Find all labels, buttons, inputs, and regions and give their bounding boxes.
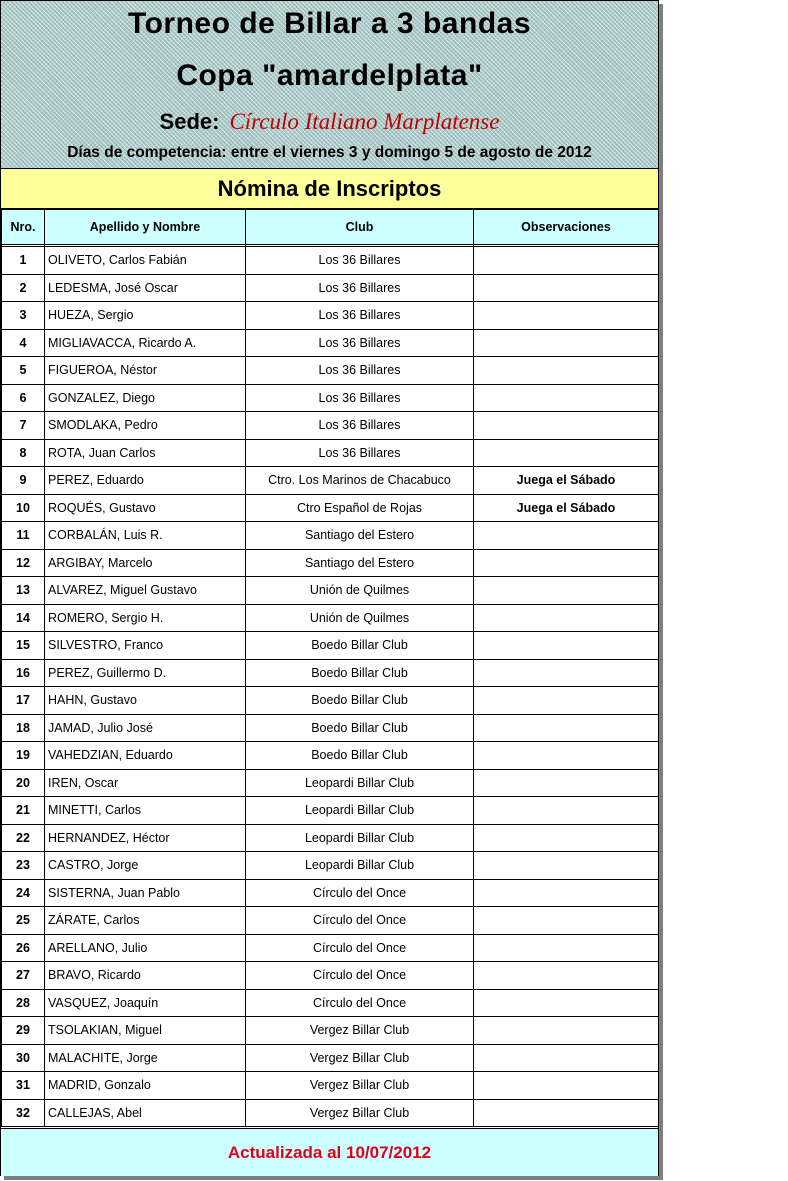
row-name: HUEZA, Sergio bbox=[45, 302, 246, 330]
list-title: Nómina de Inscriptos bbox=[1, 169, 658, 209]
row-club: Círculo del Once bbox=[246, 879, 474, 907]
table-row bbox=[2, 357, 659, 385]
row-name: SILVESTRO, Franco bbox=[45, 632, 246, 660]
row-observations bbox=[474, 247, 659, 275]
row-observations bbox=[474, 852, 659, 880]
row-name: ALVAREZ, Miguel Gustavo bbox=[45, 577, 246, 605]
table-row bbox=[2, 412, 659, 440]
row-observations bbox=[474, 879, 659, 907]
row-number: 9 bbox=[2, 467, 45, 495]
table-row bbox=[2, 824, 659, 852]
row-observations bbox=[474, 714, 659, 742]
row-observations bbox=[474, 632, 659, 660]
row-club: Los 36 Billares bbox=[246, 439, 474, 467]
row-number: 18 bbox=[2, 714, 45, 742]
row-observations bbox=[474, 989, 659, 1017]
row-name: ROMERO, Sergio H. bbox=[45, 604, 246, 632]
row-observations bbox=[474, 384, 659, 412]
row-club: Los 36 Billares bbox=[246, 247, 474, 275]
row-club: Unión de Quilmes bbox=[246, 577, 474, 605]
row-number: 4 bbox=[2, 329, 45, 357]
row-number: 20 bbox=[2, 769, 45, 797]
row-club: Boedo Billar Club bbox=[246, 714, 474, 742]
table-row bbox=[2, 1072, 659, 1100]
venue-label: Sede: bbox=[159, 109, 220, 134]
row-name: MINETTI, Carlos bbox=[45, 797, 246, 825]
table-row bbox=[2, 522, 659, 550]
row-number: 8 bbox=[2, 439, 45, 467]
column-header-observations: Observaciones bbox=[474, 210, 659, 245]
row-number: 13 bbox=[2, 577, 45, 605]
row-club: Unión de Quilmes bbox=[246, 604, 474, 632]
row-observations bbox=[474, 329, 659, 357]
row-number: 19 bbox=[2, 742, 45, 770]
row-observations: Juega el Sábado bbox=[474, 494, 659, 522]
table-row bbox=[2, 494, 659, 522]
row-number: 16 bbox=[2, 659, 45, 687]
table-row bbox=[2, 384, 659, 412]
row-name: VAHEDZIAN, Eduardo bbox=[45, 742, 246, 770]
cup-title: Copa "amardelplata" bbox=[176, 59, 483, 92]
row-number: 7 bbox=[2, 412, 45, 440]
row-club: Los 36 Billares bbox=[246, 329, 474, 357]
row-observations bbox=[474, 907, 659, 935]
row-number: 10 bbox=[2, 494, 45, 522]
row-number: 17 bbox=[2, 687, 45, 715]
table-row bbox=[2, 632, 659, 660]
row-name: LEDESMA, José Oscar bbox=[45, 274, 246, 302]
table-row bbox=[2, 604, 659, 632]
row-club: Círculo del Once bbox=[246, 962, 474, 990]
row-observations bbox=[474, 934, 659, 962]
table-row bbox=[2, 247, 659, 275]
row-name: ARELLANO, Julio bbox=[45, 934, 246, 962]
row-number: 6 bbox=[2, 384, 45, 412]
row-name: SMODLAKA, Pedro bbox=[45, 412, 246, 440]
last-updated: Actualizada al 10/07/2012 bbox=[1, 1128, 658, 1176]
table-row bbox=[2, 329, 659, 357]
venue-line bbox=[1, 109, 658, 135]
row-observations bbox=[474, 687, 659, 715]
table-row bbox=[2, 879, 659, 907]
row-number: 22 bbox=[2, 824, 45, 852]
row-number: 11 bbox=[2, 522, 45, 550]
column-header-club: Club bbox=[246, 210, 474, 245]
row-number: 29 bbox=[2, 1017, 45, 1045]
row-observations bbox=[474, 604, 659, 632]
row-name: GONZALEZ, Diego bbox=[45, 384, 246, 412]
row-observations bbox=[474, 357, 659, 385]
row-club: Santiago del Estero bbox=[246, 522, 474, 550]
row-club: Los 36 Billares bbox=[246, 302, 474, 330]
row-name: VASQUEZ, Joaquín bbox=[45, 989, 246, 1017]
table-row bbox=[2, 962, 659, 990]
row-observations bbox=[474, 659, 659, 687]
row-club: Ctro Español de Rojas bbox=[246, 494, 474, 522]
row-observations bbox=[474, 824, 659, 852]
row-name: HERNANDEZ, Héctor bbox=[45, 824, 246, 852]
row-club: Círculo del Once bbox=[246, 989, 474, 1017]
column-header-name: Apellido y Nombre bbox=[45, 210, 246, 245]
row-observations bbox=[474, 302, 659, 330]
row-name: MADRID, Gonzalo bbox=[45, 1072, 246, 1100]
table-row bbox=[2, 549, 659, 577]
row-observations bbox=[474, 1044, 659, 1072]
row-name: TSOLAKIAN, Miguel bbox=[45, 1017, 246, 1045]
row-number: 21 bbox=[2, 797, 45, 825]
row-club: Boedo Billar Club bbox=[246, 659, 474, 687]
row-observations: Juega el Sábado bbox=[474, 467, 659, 495]
table-row bbox=[2, 1099, 659, 1127]
row-club: Círculo del Once bbox=[246, 934, 474, 962]
row-number: 15 bbox=[2, 632, 45, 660]
row-observations bbox=[474, 797, 659, 825]
row-club: Los 36 Billares bbox=[246, 274, 474, 302]
table-row bbox=[2, 852, 659, 880]
row-number: 28 bbox=[2, 989, 45, 1017]
tournament-title: Torneo de Billar a 3 bandas bbox=[127, 7, 532, 40]
row-name: ARGIBAY, Marcelo bbox=[45, 549, 246, 577]
row-name: SISTERNA, Juan Pablo bbox=[45, 879, 246, 907]
row-name: HAHN, Gustavo bbox=[45, 687, 246, 715]
row-number: 14 bbox=[2, 604, 45, 632]
row-club: Ctro. Los Marinos de Chacabuco bbox=[246, 467, 474, 495]
row-observations bbox=[474, 439, 659, 467]
row-observations bbox=[474, 1017, 659, 1045]
row-club: Leopardi Billar Club bbox=[246, 769, 474, 797]
row-observations bbox=[474, 769, 659, 797]
tournament-header bbox=[1, 1, 658, 169]
registrants-table bbox=[1, 209, 659, 1127]
row-name: MALACHITE, Jorge bbox=[45, 1044, 246, 1072]
row-club: Boedo Billar Club bbox=[246, 742, 474, 770]
row-club: Vergez Billar Club bbox=[246, 1044, 474, 1072]
row-observations bbox=[474, 742, 659, 770]
row-name: BRAVO, Ricardo bbox=[45, 962, 246, 990]
row-number: 30 bbox=[2, 1044, 45, 1072]
row-number: 5 bbox=[2, 357, 45, 385]
row-number: 2 bbox=[2, 274, 45, 302]
table-row bbox=[2, 1017, 659, 1045]
row-observations bbox=[474, 274, 659, 302]
row-number: 27 bbox=[2, 962, 45, 990]
table-row bbox=[2, 467, 659, 495]
table-row bbox=[2, 274, 659, 302]
row-name: OLIVETO, Carlos Fabián bbox=[45, 247, 246, 275]
table-row bbox=[2, 769, 659, 797]
row-number: 32 bbox=[2, 1099, 45, 1127]
page-shadow-right bbox=[659, 4, 663, 1180]
row-number: 3 bbox=[2, 302, 45, 330]
row-observations bbox=[474, 962, 659, 990]
table-row bbox=[2, 714, 659, 742]
row-name: CORBALÁN, Luis R. bbox=[45, 522, 246, 550]
row-observations bbox=[474, 522, 659, 550]
row-name: ROTA, Juan Carlos bbox=[45, 439, 246, 467]
row-name: MIGLIAVACCA, Ricardo A. bbox=[45, 329, 246, 357]
row-name: CALLEJAS, Abel bbox=[45, 1099, 246, 1127]
row-club: Leopardi Billar Club bbox=[246, 797, 474, 825]
page-shadow-bottom bbox=[4, 1176, 663, 1180]
table-row bbox=[2, 934, 659, 962]
table-body bbox=[2, 245, 659, 1127]
column-header-number: Nro. bbox=[2, 210, 45, 245]
row-club: Leopardi Billar Club bbox=[246, 852, 474, 880]
row-number: 12 bbox=[2, 549, 45, 577]
row-club: Los 36 Billares bbox=[246, 357, 474, 385]
row-club: Vergez Billar Club bbox=[246, 1017, 474, 1045]
row-club: Boedo Billar Club bbox=[246, 632, 474, 660]
row-name: PEREZ, Eduardo bbox=[45, 467, 246, 495]
row-observations bbox=[474, 1099, 659, 1127]
table-row bbox=[2, 1044, 659, 1072]
row-observations bbox=[474, 577, 659, 605]
row-club: Los 36 Billares bbox=[246, 412, 474, 440]
table-row bbox=[2, 302, 659, 330]
row-observations bbox=[474, 1072, 659, 1100]
row-observations bbox=[474, 549, 659, 577]
row-number: 31 bbox=[2, 1072, 45, 1100]
competition-dates: Días de competencia: entre el viernes 3 y domingo 5 de agosto de 2012 bbox=[67, 144, 592, 161]
venue-name: Círculo Italiano Marplatense bbox=[229, 109, 500, 134]
table-row bbox=[2, 797, 659, 825]
row-club: Los 36 Billares bbox=[246, 384, 474, 412]
table-row bbox=[2, 577, 659, 605]
row-number: 1 bbox=[2, 247, 45, 275]
table-row bbox=[2, 659, 659, 687]
row-club: Círculo del Once bbox=[246, 907, 474, 935]
table-header-row bbox=[2, 210, 659, 245]
row-club: Boedo Billar Club bbox=[246, 687, 474, 715]
row-number: 24 bbox=[2, 879, 45, 907]
table-row bbox=[2, 439, 659, 467]
row-club: Vergez Billar Club bbox=[246, 1099, 474, 1127]
row-name: CASTRO, Jorge bbox=[45, 852, 246, 880]
row-number: 26 bbox=[2, 934, 45, 962]
row-number: 25 bbox=[2, 907, 45, 935]
table-row bbox=[2, 687, 659, 715]
row-name: FIGUEROA, Néstor bbox=[45, 357, 246, 385]
table-row bbox=[2, 989, 659, 1017]
table-row bbox=[2, 907, 659, 935]
row-name: JAMAD, Julio José bbox=[45, 714, 246, 742]
row-name: ZÁRATE, Carlos bbox=[45, 907, 246, 935]
row-name: ROQUÉS, Gustavo bbox=[45, 494, 246, 522]
row-club: Leopardi Billar Club bbox=[246, 824, 474, 852]
row-club: Vergez Billar Club bbox=[246, 1072, 474, 1100]
table-row bbox=[2, 742, 659, 770]
row-name: PEREZ, Guillermo D. bbox=[45, 659, 246, 687]
row-number: 23 bbox=[2, 852, 45, 880]
row-observations bbox=[474, 412, 659, 440]
row-name: IREN, Oscar bbox=[45, 769, 246, 797]
row-club: Santiago del Estero bbox=[246, 549, 474, 577]
